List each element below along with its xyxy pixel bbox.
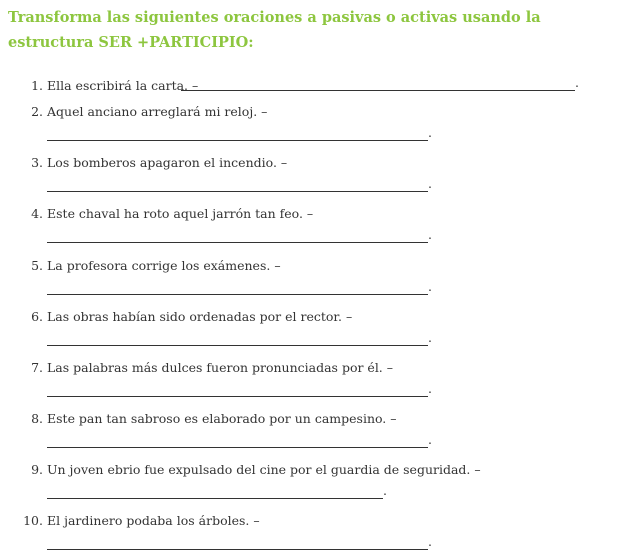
exercise-number: 7. (31, 360, 43, 375)
exercise-sentence: Las palabras más dulces fueron pronunciadas por él. – (47, 360, 394, 375)
answer-blank[interactable] (181, 73, 579, 99)
page-title: Transforma las siguientes oraciones a pasivas o activas usando la estructura SER +PARTICIPIO: (8, 9, 541, 51)
exercise-sentence: La profesora corrige los exámenes. – (47, 258, 281, 273)
exercise-sentence: Las obras habían sido ordenadas por el rector. – (47, 309, 353, 324)
answer-end-period: . (428, 432, 432, 447)
exercise-sentence: Este pan tan sabroso es elaborado por un campesino. – (47, 411, 397, 426)
answer-end-period: . (428, 534, 432, 549)
exercise-number: 1. (31, 78, 43, 93)
answer-end-period: . (383, 483, 387, 498)
answer-end-period: . (428, 330, 432, 345)
answer-blank[interactable] (47, 328, 432, 354)
exercise-number: 9. (31, 462, 43, 477)
answer-end-period: . (428, 279, 432, 294)
exercise-number: 3. (31, 155, 43, 170)
answer-blank[interactable] (47, 379, 432, 405)
exercise-number: 4. (31, 206, 43, 221)
exercise-sentence: Este chaval ha roto aquel jarrón tan feo. – (47, 206, 314, 221)
answer-end-period: . (428, 176, 432, 191)
answer-end-period: . (575, 75, 579, 90)
answer-blank[interactable] (47, 532, 432, 558)
answer-blank[interactable] (47, 481, 387, 507)
exercise-number: 5. (31, 258, 43, 273)
answer-blank[interactable] (47, 174, 432, 200)
answer-end-period: . (428, 125, 432, 140)
exercise-sentence: Un joven ebrio fue expulsado del cine por el guardia de seguridad. – (47, 462, 481, 477)
exercise-number: 2. (31, 104, 43, 119)
exercise-sentence: Aquel anciano arreglará mi reloj. – (47, 104, 268, 119)
exercise-number: 8. (31, 411, 43, 426)
answer-blank[interactable] (47, 430, 432, 456)
answer-end-period: . (428, 227, 432, 242)
exercise-sentence: Los bomberos apagaron el incendio. – (47, 155, 288, 170)
exercise-number: 6. (31, 309, 43, 324)
exercise-sentence: Ella escribirá la carta. – (47, 78, 199, 93)
exercise-number: 10. (23, 513, 43, 528)
answer-blank[interactable] (47, 277, 432, 303)
answer-end-period: . (428, 381, 432, 396)
answer-blank[interactable] (47, 225, 432, 251)
answer-blank[interactable] (47, 123, 432, 149)
exercise-sentence: El jardinero podaba los árboles. – (47, 513, 260, 528)
